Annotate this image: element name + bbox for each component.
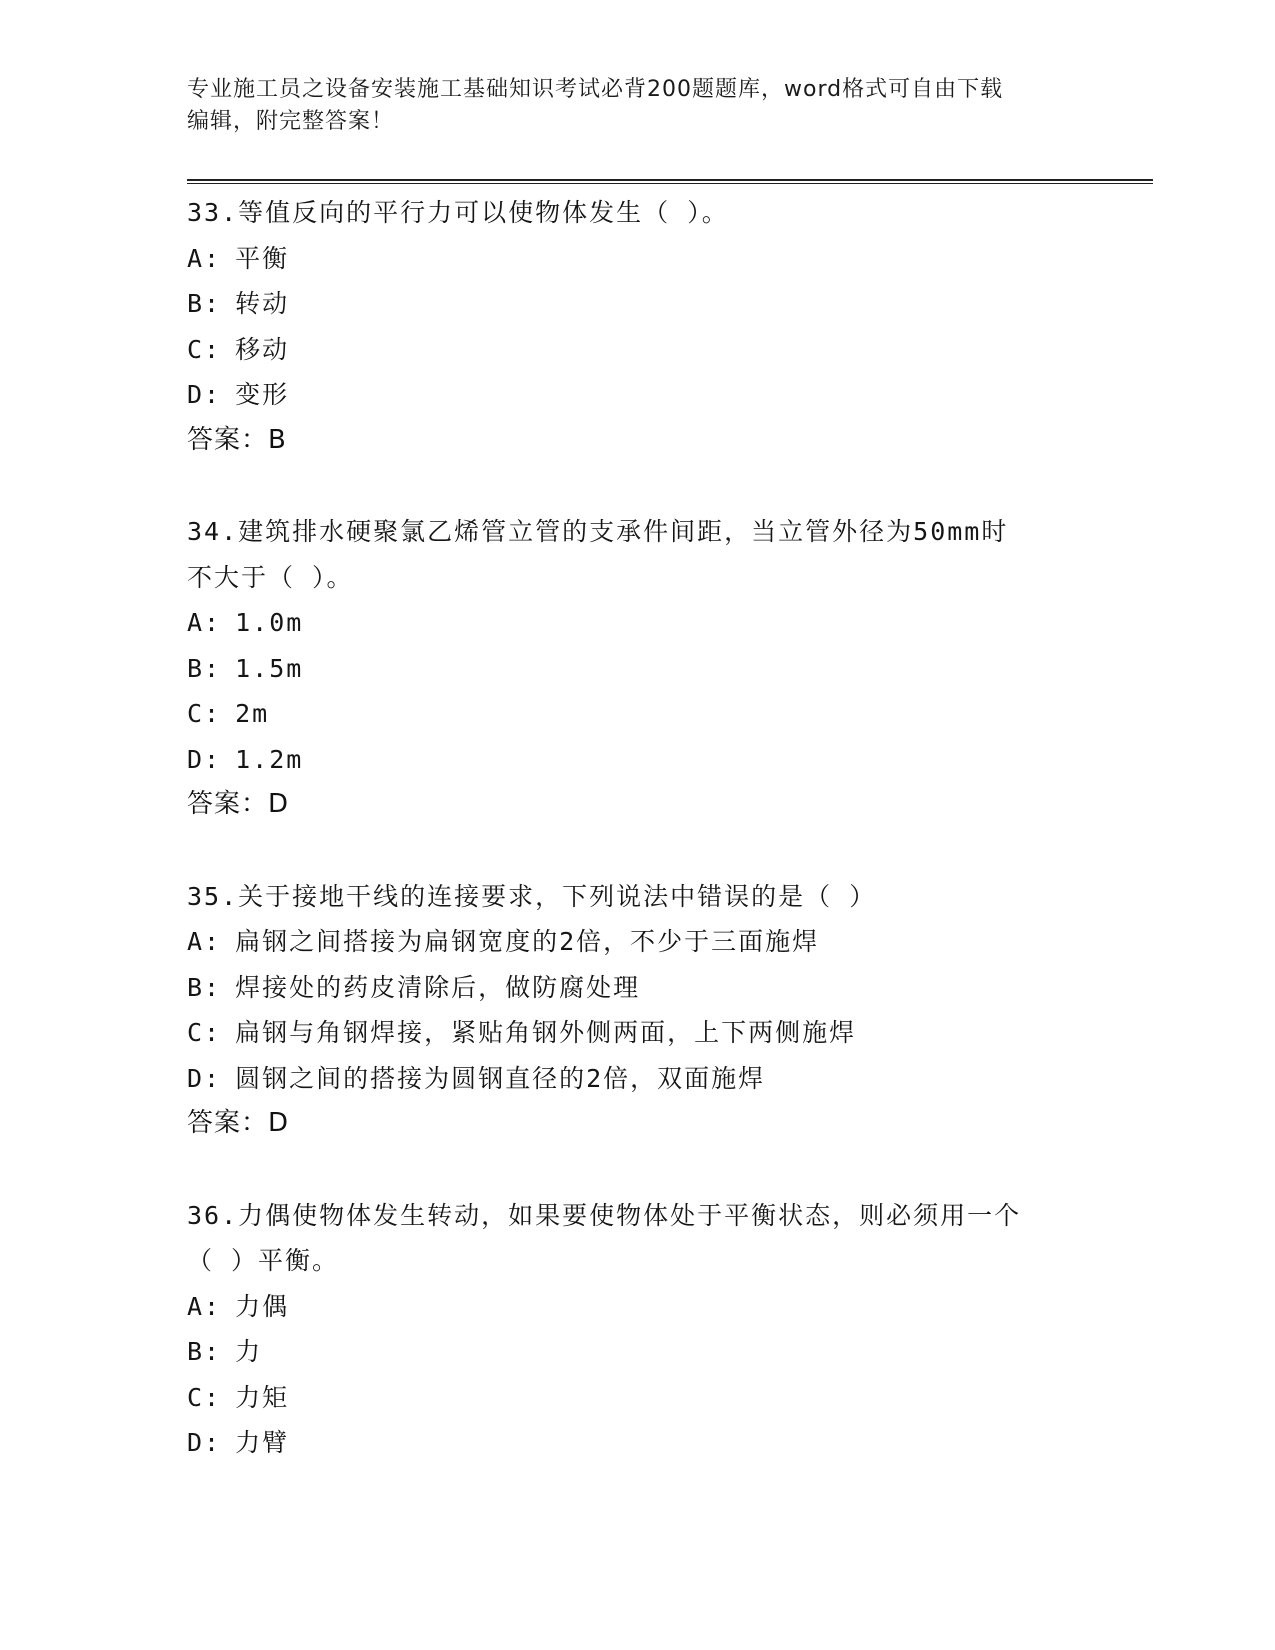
option-letter: B: <box>187 972 222 1002</box>
header-divider <box>187 179 1153 184</box>
option-a <box>187 1284 1127 1330</box>
option-letter: D: <box>187 744 222 774</box>
option-letter: C: <box>187 699 222 728</box>
option-c <box>187 327 1127 373</box>
option-b <box>187 965 1127 1011</box>
option-letter: A: <box>187 608 222 637</box>
header-line-1: 专业施工员之设备安装施工基础知识考试必背200题题库，word格式可自由下载 <box>187 77 1004 102</box>
option-text: 变形 <box>235 380 290 409</box>
option-text: 1.0m <box>235 608 304 637</box>
option-letter: C: <box>187 1382 222 1412</box>
answer-line: 答案：D <box>187 789 290 819</box>
option-letter: C: <box>187 334 222 364</box>
option-text: 移动 <box>235 334 290 364</box>
option-c <box>187 1375 1127 1421</box>
question-text: 36.力偶使物体发生转动，如果要使物体处于平衡状态，则必须用一个 <box>187 1200 1022 1230</box>
option-text: 1.5m <box>235 653 304 683</box>
option-text: 平衡 <box>235 243 290 273</box>
option-d <box>187 1056 1127 1102</box>
option-b <box>187 281 1127 327</box>
option-text: 力偶 <box>235 1291 290 1321</box>
option-c <box>187 1010 1127 1056</box>
option-letter: C: <box>187 1018 222 1047</box>
question-list <box>187 190 1127 1512</box>
option-letter: A: <box>187 243 222 273</box>
question-text: 34.建筑排水硬聚氯乙烯管立管的支承件间距，当立管外径为50mm时 <box>187 517 1009 546</box>
header-line-2: 编辑，附完整答案！ <box>187 109 395 134</box>
option-text: 焊接处的药皮清除后，做防腐处理 <box>235 972 641 1002</box>
option-text: 2m <box>235 699 270 728</box>
question-text-continued: （ ）平衡。 <box>187 1246 340 1275</box>
option-text: 扁钢之间搭接为扁钢宽度的2倍，不少于三面施焊 <box>235 927 820 956</box>
question-36 <box>187 1193 1127 1466</box>
option-a <box>187 236 1127 282</box>
answer-line: 答案：B <box>187 424 287 455</box>
option-text: 转动 <box>235 289 290 318</box>
option-text: 扁钢与角钢焊接，紧贴角钢外侧两面，上下两侧施焊 <box>235 1018 857 1047</box>
option-b <box>187 1329 1127 1375</box>
option-letter: D: <box>187 1428 222 1457</box>
question-34 <box>187 509 1127 828</box>
option-letter: B: <box>187 289 222 318</box>
option-a <box>187 600 1127 646</box>
option-d <box>187 1420 1127 1466</box>
question-text: 35.关于接地干线的连接要求，下列说法中错误的是（ ） <box>187 881 877 911</box>
option-letter: B: <box>187 653 222 683</box>
option-letter: B: <box>187 1337 222 1366</box>
option-d <box>187 372 1127 418</box>
answer-line: 答案：D <box>187 1108 290 1138</box>
option-text: 力矩 <box>235 1382 290 1412</box>
question-text-continued: 不大于（ ）。 <box>187 562 354 592</box>
question-33 <box>187 190 1127 463</box>
question-text: 33.等值反向的平行力可以使物体发生（ ）。 <box>187 198 729 227</box>
option-text: 1.2m <box>235 744 304 774</box>
option-a <box>187 919 1127 965</box>
option-letter: A: <box>187 927 222 956</box>
option-letter: A: <box>187 1291 222 1321</box>
option-b <box>187 646 1127 692</box>
option-letter: D: <box>187 380 222 409</box>
option-text: 圆钢之间的搭接为圆钢直径的2倍，双面施焊 <box>235 1063 766 1093</box>
document-header <box>187 74 1087 138</box>
question-35 <box>187 874 1127 1147</box>
option-text: 力 <box>235 1337 263 1366</box>
option-c <box>187 691 1127 737</box>
option-d <box>187 737 1127 783</box>
option-text: 力臂 <box>235 1428 290 1457</box>
option-letter: D: <box>187 1063 222 1093</box>
